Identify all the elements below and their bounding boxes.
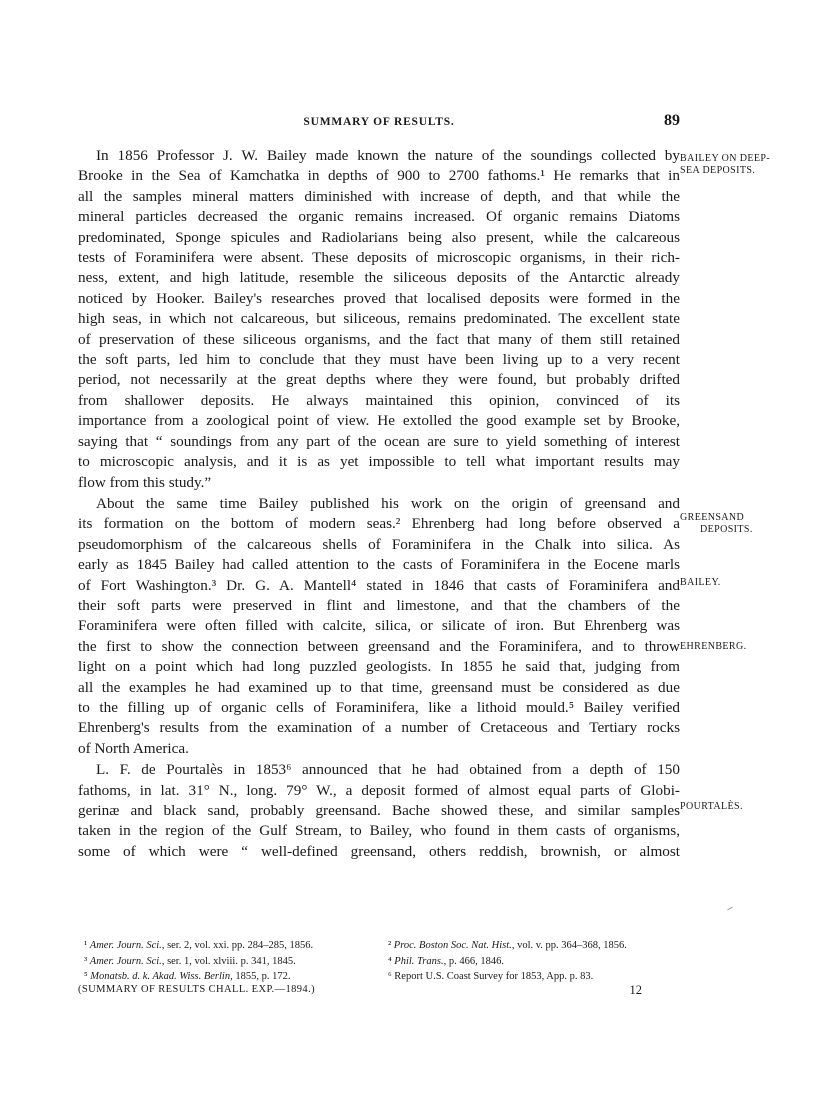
- text-line: tests of Foraminifera were absent. These deposits of microscopic organisms, in their rich-: [78, 249, 680, 267]
- footnote-text: , 1855, p. 172.: [230, 971, 291, 982]
- margin-note-line: POURTALÈS.: [680, 801, 743, 812]
- footnote-source: Proc. Boston Soc. Nat. Hist.: [393, 940, 512, 951]
- footnote: [388, 938, 627, 954]
- margin-note-line: EHRENBERG.: [680, 641, 747, 652]
- stray-mark: [727, 907, 733, 911]
- text-line: early as 1845 Bailey had called attention to the casts of Foraminifera in the Eocene marls: [78, 556, 680, 574]
- footnote-text: Report U.S. Coast Survey for 1853, App. p. 83.: [394, 971, 594, 982]
- footnote: [388, 954, 627, 970]
- text-line: L. F. de Pourtalès in 1853⁶ announced that he had obtained from a depth of 150: [96, 761, 680, 779]
- footnote-text: , vol. v. pp. 364–368, 1856.: [511, 940, 627, 951]
- text-line: ness, extent, and high latitude, resemble the siliceous deposits of the Antarctic already: [78, 269, 680, 287]
- text-line: taken in the region of the Gulf Stream, to Bailey, who found in them casts of organisms,: [78, 822, 680, 840]
- text-line: noticed by Hooker. Bailey's researches proved that localised deposits were formed in the: [78, 289, 680, 307]
- body-text: [78, 146, 680, 862]
- footnote: [84, 954, 313, 970]
- footnote-source: Amer. Journ. Sci.: [89, 955, 162, 967]
- text-line: of preservation of these siliceous organisms, and the fact that many of them still retained: [78, 330, 680, 348]
- footnote-text: , ser. 2, vol. xxi. pp. 284–285, 1856.: [161, 940, 314, 951]
- margin-note-line: BAILEY ON DEEP-: [680, 153, 771, 164]
- text-line: gerinæ and black sand, probably greensand. Bache showed these, and similar samples: [78, 802, 680, 819]
- text-line: About the same time Bailey published his work on the origin of greensand and: [96, 494, 680, 512]
- margin-note-pourtales: [680, 801, 825, 813]
- text-line: of Fort Washington.³ Dr. G. A. Mantell⁴ stated in 1846 that casts of Foraminifera and: [78, 576, 680, 594]
- margin-note-greensand: [680, 512, 825, 536]
- text-line: In 1856 Professor J. W. Bailey made known the nature of the soundings collected by: [96, 147, 680, 164]
- text-line: from shallower deposits. He always maintained this opinion, convinced of its: [78, 391, 680, 409]
- footnote: [84, 938, 313, 954]
- signature-text: (SUMMARY OF RESULTS CHALL. EXP.—1894.): [78, 984, 315, 995]
- footnotes-left-column: [84, 938, 313, 985]
- footnote-mark: ⁵: [84, 971, 88, 982]
- text-line: mineral particles decreased the organic remains increased. Of organic remains Diatoms: [78, 208, 680, 226]
- text-line: all the samples mineral matters diminished with increase of depth, and that while the: [78, 187, 680, 205]
- footnote-mark: ¹: [84, 940, 88, 951]
- text-line: flow from this study.”: [78, 473, 212, 491]
- text-line: their soft parts were preserved in flint and limestone, and that the chambers of the: [78, 596, 680, 614]
- footnote-text: , p. 466, 1846.: [443, 955, 504, 967]
- footnote-mark: ²: [388, 940, 392, 951]
- running-title: SUMMARY OF RESULTS.: [303, 116, 455, 128]
- text-line: period, not necessarily at the great depths where they were found, but probably drifted: [78, 371, 680, 389]
- text-line: its formation on the bottom of modern seas.² Ehrenberg had long before observed a: [78, 515, 680, 533]
- footnote-source: Amer. Journ. Sci.: [89, 940, 162, 951]
- margin-note-bailey-deep-sea: [680, 153, 825, 177]
- page-header: [78, 112, 680, 136]
- text-line: to the filling up of organic cells of Foraminifera, like a lithoid mould.⁵ Bailey verified: [78, 698, 680, 716]
- text-line: the soft parts, led him to conclude that they must have been living up to a very recent: [78, 351, 680, 369]
- text-line: high seas, in which not calcareous, but siliceous, remains predominated. The excellent state: [78, 310, 680, 328]
- footnote-mark: ⁶: [388, 971, 392, 982]
- text-line: the first to show the connection between greensand and the Foraminifera, and to throw: [78, 637, 680, 655]
- footnote-mark: ³: [84, 955, 88, 967]
- footnote-source: Phil. Trans.: [394, 955, 444, 967]
- margin-note-line: BAILEY.: [680, 577, 721, 588]
- text-line: all the examples he had examined up to that time, greensand must be considered as due: [78, 678, 680, 696]
- footnote-text: , ser. 1, vol. xlviii. p. 341, 1845.: [161, 955, 296, 967]
- text-line: Ehrenberg's results from the examination of a number of Cretaceous and Tertiary rocks: [78, 719, 680, 737]
- footnote-mark: ⁴: [388, 955, 392, 967]
- text-line: saying that “ soundings from any part of the ocean are sure to yield something of interest: [78, 432, 680, 450]
- sheet-number: 12: [629, 983, 642, 997]
- footnote: [84, 969, 313, 985]
- text-line: pseudomorphism of the calcareous shells of Foraminifera in the Chalk into silica. As: [78, 535, 680, 553]
- printer-signature: [78, 984, 680, 1000]
- text-line: light on a point which had long puzzled geologists. In 1855 he said that, judging from: [78, 658, 680, 676]
- text-line: Brooke in the Sea of Kamchatka in depths of 900 to 2700 fathoms.¹ He remarks that in: [78, 167, 680, 185]
- margin-note-ehrenberg: [680, 641, 825, 653]
- margin-note-bailey: [680, 577, 825, 589]
- text-line: Foraminifera were often filled with calcite, silica, or silicate of iron. But Ehrenberg was: [78, 617, 680, 635]
- footnotes-right-column: [388, 938, 627, 985]
- footnote-source: Monatsb. d. k. Akad. Wiss. Berlin: [90, 971, 231, 982]
- margin-note-line: GREENSAND: [680, 512, 745, 523]
- text-line: predominated, Sponge spicules and Radiolarians being also present, while the calcareous: [78, 228, 680, 246]
- text-line: importance from a zoological point of view. He extolled the good example set by Brooke,: [78, 412, 680, 430]
- text-line: some of which were “ well-defined greensand, others reddish, brownish, or almost: [78, 842, 680, 860]
- text-line: fathoms, in lat. 31° N., long. 79° W., a deposit formed of almost equal parts of Globi-: [78, 781, 680, 799]
- text-line: of North America.: [78, 739, 189, 757]
- footnote: [388, 969, 627, 985]
- page-number: 89: [664, 112, 680, 129]
- text-line: to microscopic analysis, and it is as yet impossible to tell what important results may: [78, 453, 680, 471]
- margin-note-line: SEA DEPOSITS.: [680, 165, 756, 176]
- margin-note-line: DEPOSITS.: [700, 524, 753, 535]
